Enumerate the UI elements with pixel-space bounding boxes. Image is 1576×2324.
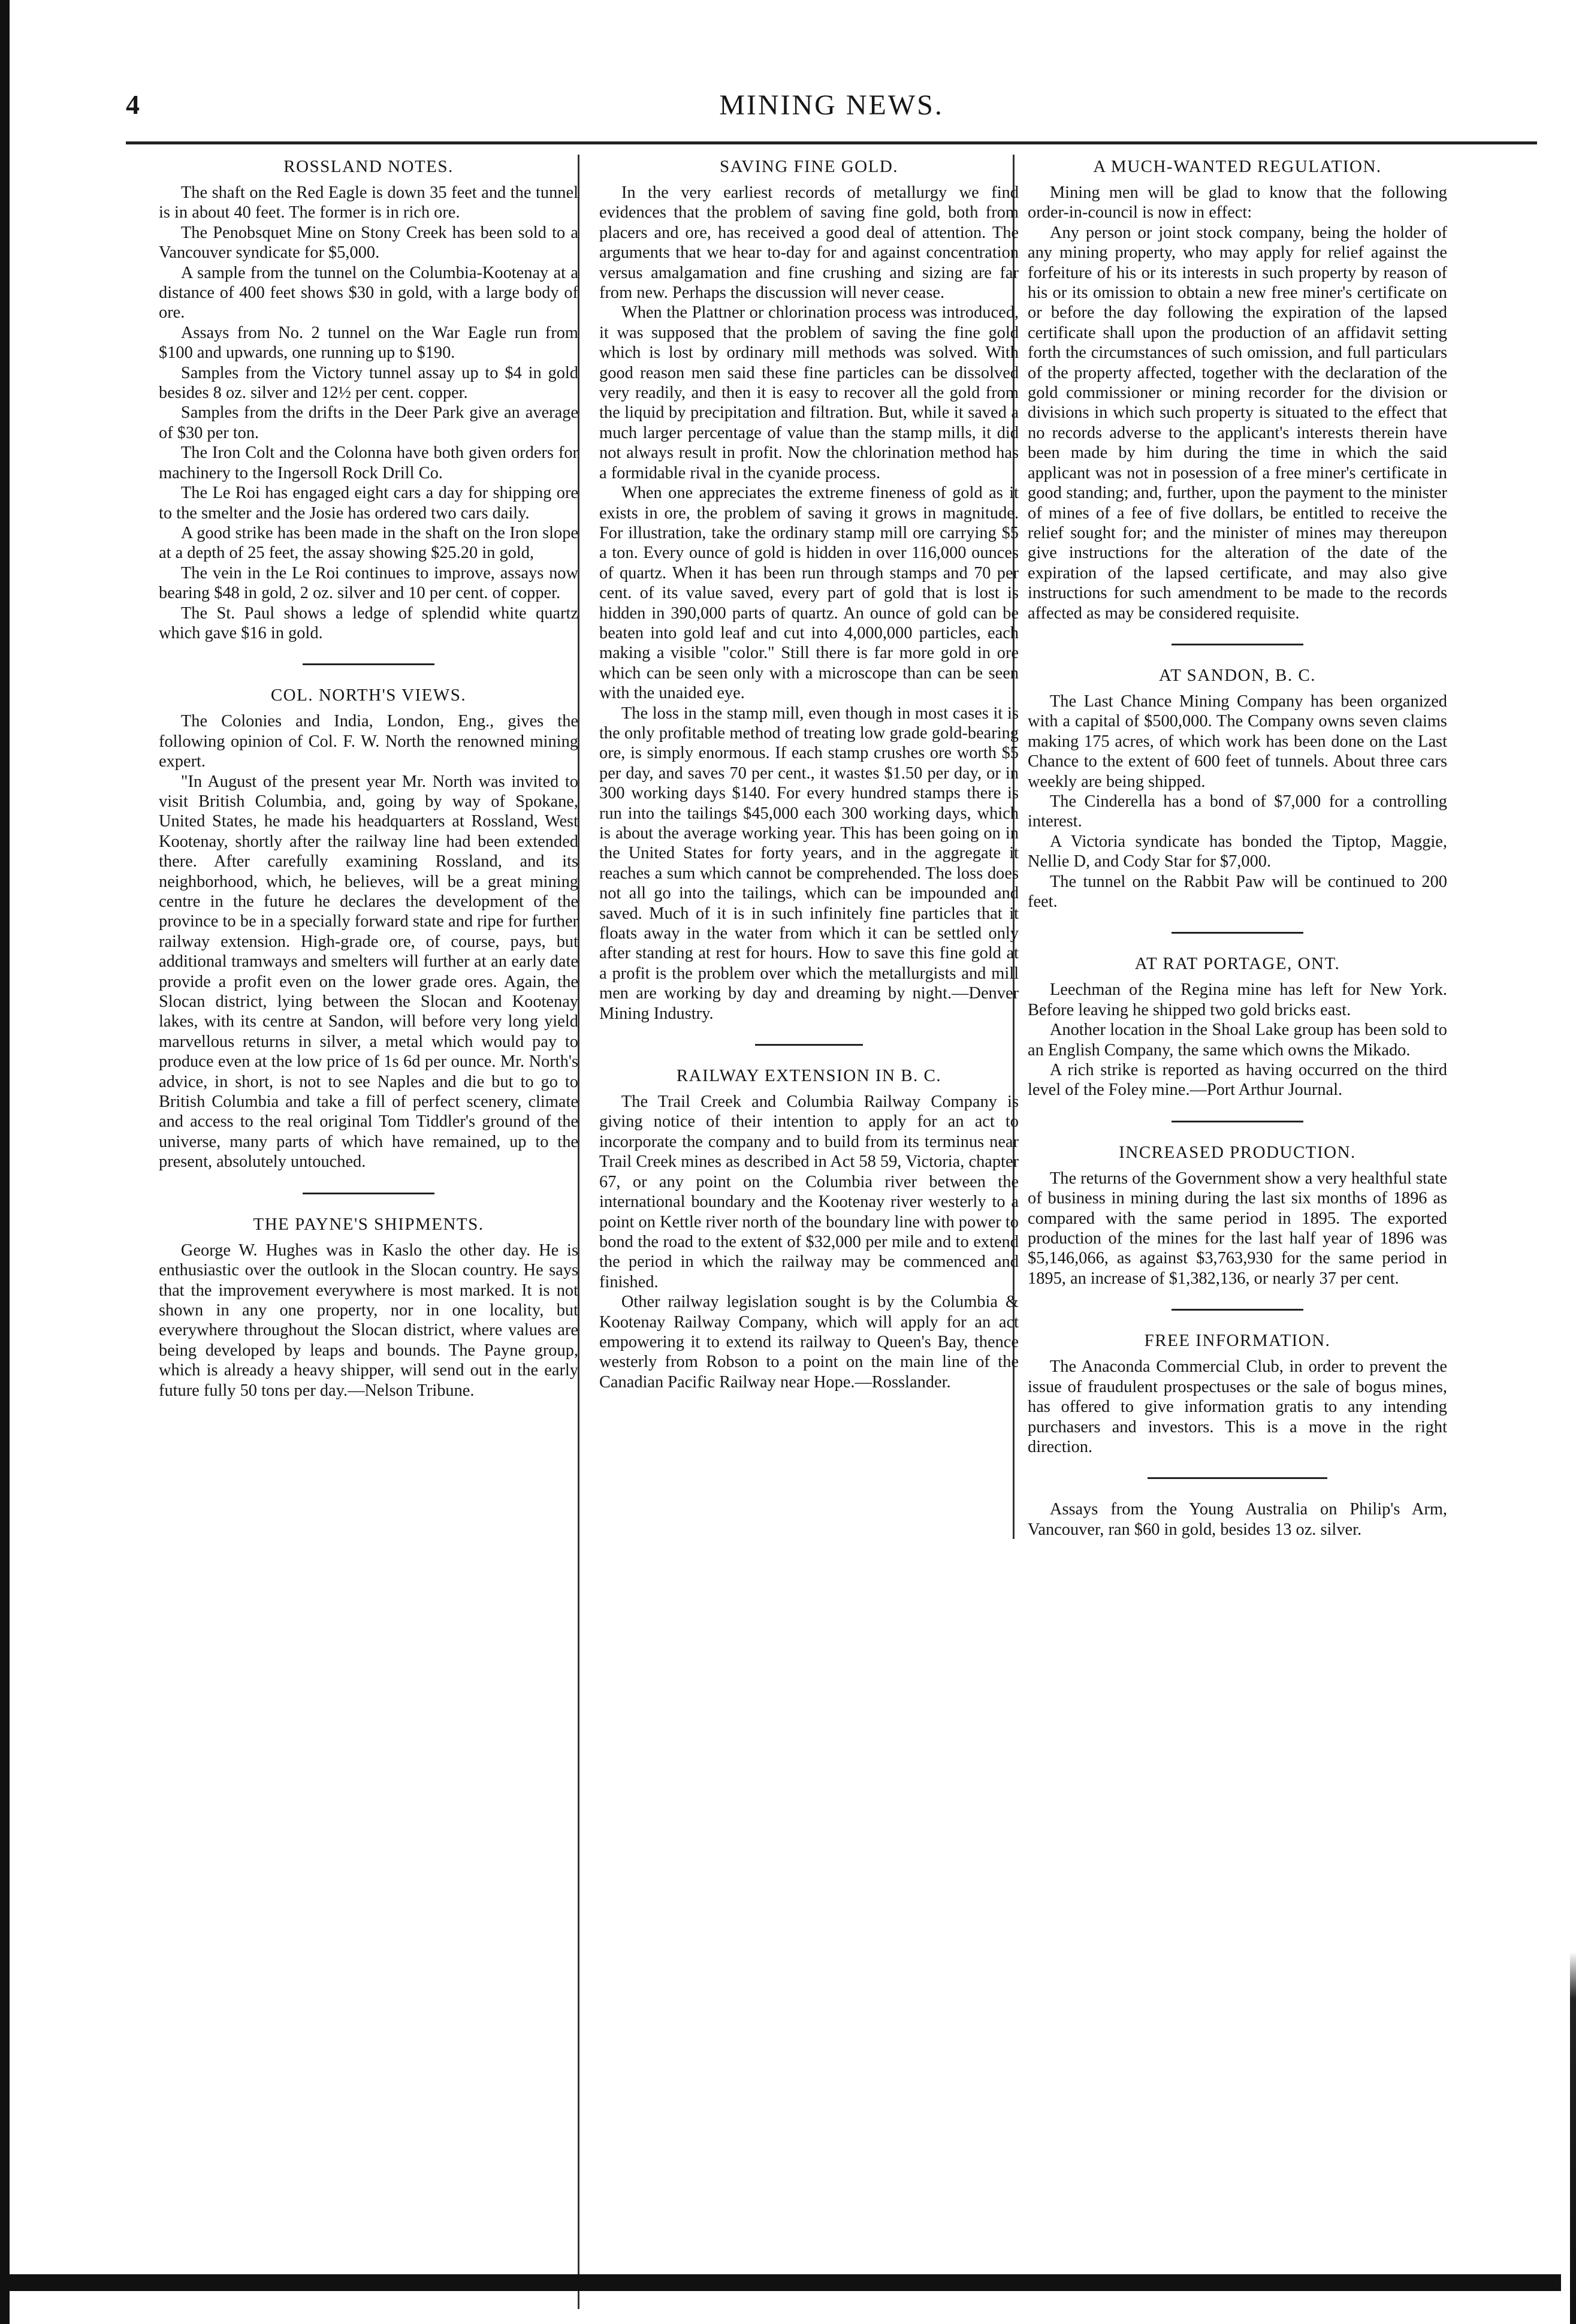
scan-right-edge [1570, 0, 1576, 2324]
article-headline: ROSSLAND NOTES. [283, 157, 454, 176]
article-headline: RAILWAY EXTENSION IN B. C. [676, 1066, 942, 1086]
page-header [126, 89, 1537, 140]
article-much-wanted-regulation [1028, 157, 1447, 623]
article-paragraph: The loss in the stamp mill, even though in most cases it is the only profitable method of treating low grade gold-bearing ore, is simply enormous. If each stamp crushes ore worth $5 per day, and saves 70 per cent., it wastes $1.50 per day, or in 300 working days $140. For every hundred stamps there is run into the tailings $45,000 each 300 working days, which is about the average working year. This has been going on in the United States for forty years, and in the aggregate it reaches a sum which cannot be comprehended. The loss does not all go into the tailings, which can be impounded and saved. Much of it is in such infinitely fine particles that it floats away in the water from which it can be settled only after standing at rest for hours. How to save this fine gold at a profit is the problem over which the metallurgists and mill men are working by day and dreaming by night.—Denver Mining Industry. [599, 704, 1019, 1023]
article-paragraph: "In August of the present year Mr. North was invited to visit British Columbia, and, going by way of Spokane, United States, he made his headquarters at Rossland, West Kootenay, shortly after the railway line had been extended there. After carefully examining Rossland, and its neighborhood, which, he believes, will be a great mining centre in the future he declares the development of the province to be in a specially forward state and ripe for further railway extension. High-grade ore, of course, pays, but additional tramways and smelters will further at an early date provide a profit even on the lower grade ores. Again, the Slocan district, lying between the Slocan and Kootenay lakes, with its centre at Sandon, will before very long yield marvellous returns in silver, a metal which would pay to produce even at the low price of 1s 6d per ounce. Mr. North's advice, in short, is not to see Naples and die but to go to British Columbia and take a fill of perfect scenery, climate and access to the real original Tom Tiddler's ground of the universe, many parts of which have remained, up to the present, absolutely untouched. [159, 772, 578, 1172]
article-paragraph: When one appreciates the extreme fineness of gold as it exists in ore, the problem of saving it grows in magnitude. For illustration, take the ordinary stamp mill ore carrying $5 a ton. Every ounce of gold is hidden in over 116,000 ounces of quartz. When it has been run through stamps and 70 per cent. of its value saved, every part of gold that is lost is hidden in 390,000 parts of quartz. An ounce of gold can be beaten into gold leaf and cut into 4,000,000 particles, each making a visible "color." Still there is far more gold in ore which can be seen only with a microscope than can be seen with the unaided eye. [599, 484, 1019, 703]
article-headline: INCREASED PRODUCTION. [1119, 1142, 1356, 1162]
article-paragraph: Leechman of the Regina mine has left for New York. Before leaving he shipped two gold bricks east. [1028, 980, 1447, 1019]
article-paragraph: When the Plattner or chlorination process was introduced, it was supposed that the problem of saving the fine gold which is lost by ordinary mill methods was solved. With good reason men said these fine particles can be dissolved very readily, and then it is easy to recover all the gold from the liquid by precipitation and filtration. But, while it saved a much larger percentage of value than the stamp mills, it did not always result in profit. Now the chlorination method has a formidable rival in the cyanide process. [599, 303, 1019, 482]
article-assays-note [1028, 1499, 1447, 1540]
article-headline: A MUCH-WANTED REGULATION. [1093, 157, 1382, 176]
header-rule [126, 141, 1537, 144]
article-paragraph: The vein in the Le Roi continues to improve, assays now bearing $48 in gold, 2 oz. silver and 10 per cent. of copper. [159, 563, 578, 603]
article-paragraph: The Iron Colt and the Colonna have both given orders for machinery to the Ingersoll Rock Drill Co. [159, 443, 578, 482]
column-middle [599, 157, 1019, 1398]
article-headline: FREE INFORMATION. [1144, 1331, 1331, 1351]
article-paragraph: The shaft on the Red Eagle is down 35 feet and the tunnel is in about 40 feet. The former is in rich ore. [159, 183, 578, 222]
article-paragraph: A rich strike is reported as having occurred on the third level of the Foley mine.—Port Arthur Journal. [1028, 1061, 1447, 1100]
section-rule [1172, 644, 1303, 645]
article-col-norths-views [159, 686, 578, 1172]
article-paynes-shipments [159, 1215, 578, 1401]
article-paragraph: Other railway legislation sought is by the Columbia & Kootenay Railway Company, which will apply for an act empowering it to extend its railway to Queen's Bay, thence westerly from Robson to a point on the main line of the Canadian Pacific Railway near Hope.—Rosslander. [599, 1293, 1019, 1392]
article-rossland-notes [159, 157, 578, 643]
section-rule [303, 663, 434, 665]
article-at-sandon [1028, 666, 1447, 912]
article-paragraph: Samples from the drifts in the Deer Park give an average of $30 per ton. [159, 403, 578, 442]
section-rule [1172, 1121, 1303, 1122]
article-headline: AT SANDON, B. C. [1159, 665, 1316, 685]
page-number: 4 [126, 89, 140, 120]
article-paragraph: The returns of the Government show a very healthful state of business in mining during the last six months of 1896 as compared with the same period in 1895. The exported production of the mines for the last half year of 1896 was $5,146,066, as against $3,763,930 for the same period in 1895, an increase of $1,382,136, or nearly 37 per cent. [1028, 1169, 1447, 1288]
article-paragraph: The Colonies and India, London, Eng., gives the following opinion of Col. F. W. North the renowned mining expert. [159, 712, 578, 771]
article-paragraph: George W. Hughes was in Kaslo the other day. He is enthusiastic over the outlook in the Slocan country. He says that the improvement everywhere is most marked. It is not shown in any one property, nor in one locality, but everywhere throughout the Slocan district, where values are being developed by leaps and bounds. The Payne group, which is already a heavy shipper, will send out in the early future fully 50 tons per day.—Nelson Tribune. [159, 1241, 578, 1400]
article-railway-extension [599, 1066, 1019, 1392]
section-rule [303, 1193, 434, 1194]
article-paragraph: Another location in the Shoal Lake group has been sold to an English Company, the same which owns the Mikado. [1028, 1021, 1447, 1060]
section-rule [1172, 932, 1303, 934]
article-paragraph: The St. Paul shows a ledge of splendid white quartz which gave $16 in gold. [159, 603, 578, 642]
article-headline: SAVING FINE GOLD. [719, 157, 899, 176]
article-paragraph: A sample from the tunnel on the Columbia-Kootenay at a distance of 400 feet shows $30 in gold, with a large body of ore. [159, 263, 578, 322]
column-right [1028, 157, 1447, 1546]
article-paragraph: A good strike has been made in the shaft on the Iron slope at a depth of 25 feet, the assay showing $25.20 in gold, [159, 523, 578, 563]
article-headline: COL. NORTH'S VIEWS. [270, 686, 467, 705]
article-paragraph: Any person or joint stock company, being the holder of any mining property, who may apply for relief against the forfeiture of his or its interests in such property by reason of his or its omission to obtain a new free miner's certificate on or before the day following the expiration of the lapsed certificate shall upon the production of an affidavit setting forth the circumstances of such omission, and full particulars of the property affected, together with the declaration of the gold commissioner or mining recorder for the division or divisions in which such property is situated to the effect that no records adverse to the applicant's interests therein have been made by him during the time in which the said applicant was not in posession of a free miner's certificate in good standing; and, further, upon the payment to the minister of mines of a fee of five dollars, be entitled to receive the relief sought for; and the minister of mines may thereupon give instructions for the alteration of the date of the expiration of the lapsed certificate, and may also give instructions for such amendment to be made to the records affected as may be considered requisite. [1028, 223, 1447, 623]
article-paragraph: In the very earliest records of metallurgy we find evidences that the problem of saving fine gold, both from placers and ore, has received a good deal of attention. The arguments that we hear to-day for and against concentration versus amalgamation and fine crushing and sizing are far from new. Perhaps the discussion will never cease. [599, 183, 1019, 303]
section-rule [1172, 1309, 1303, 1311]
article-paragraph: The Le Roi has engaged eight cars a day for shipping ore to the smelter and the Josie has ordered two cars daily. [159, 484, 578, 523]
article-paragraph: The Anaconda Commercial Club, in order to prevent the issue of fraudulent prospectuses or the sale of bogus mines, has offered to give information gratis to any intending purchasers and investors. This is a move in the right direction. [1028, 1357, 1447, 1456]
article-paragraph: The Cinderella has a bond of $7,000 for a controlling interest. [1028, 792, 1447, 831]
article-at-rat-portage [1028, 954, 1447, 1100]
article-paragraph: Assays from No. 2 tunnel on the War Eagle run from $100 and upwards, one running up to $190. [159, 323, 578, 363]
article-increased-production [1028, 1143, 1447, 1288]
article-headline: THE PAYNE'S SHIPMENTS. [253, 1214, 484, 1234]
article-free-information [1028, 1331, 1447, 1457]
article-paragraph: The tunnel on the Rabbit Paw will be continued to 200 feet. [1028, 872, 1447, 911]
page-bottom-rule [6, 2274, 1561, 2291]
article-paragraph: Samples from the Victory tunnel assay up to $4 in gold besides 8 oz. silver and 12½ per cent. copper. [159, 363, 578, 403]
article-headline: AT RAT PORTAGE, ONT. [1134, 954, 1340, 974]
column-left [159, 157, 578, 1407]
article-paragraph: The Penobsquet Mine on Stony Creek has been sold to a Vancouver syndicate for $5,000. [159, 223, 578, 262]
article-saving-fine-gold [599, 157, 1019, 1024]
article-paragraph: The Last Chance Mining Company has been organized with a capital of $500,000. The Company owns seven claims making 175 acres, of which work has been done on the Last Chance to the extent of 600 feet of tunnels. About three cars weekly are being shipped. [1028, 692, 1447, 791]
section-rule [1148, 1477, 1327, 1479]
article-paragraph: Assays from the Young Australia on Philip's Arm, Vancouver, ran $60 in gold, besides 13 oz. silver. [1028, 1500, 1447, 1539]
section-rule [755, 1044, 863, 1046]
article-paragraph: The Trail Creek and Columbia Railway Company is giving notice of their intention to apply for an act to incorporate the company and to build from its terminus near Trail Creek mines as described in Act 58 59, Victoria, chapter 67, or any point on the Columbia river between the international boundary and the Kootenay river westerly to a point on Kettle river north of the boundary line with power to bond the road to the extent of $32,000 per mile and to extend the period in which the railway may be commenced and finished. [599, 1092, 1019, 1291]
article-paragraph: A Victoria syndicate has bonded the Tiptop, Maggie, Nellie D, and Cody Star for $7,000. [1028, 832, 1447, 871]
scan-left-edge [0, 0, 10, 2324]
running-head: MINING NEWS. [719, 89, 944, 121]
article-paragraph: Mining men will be glad to know that the following order-in-council is now in effect: [1028, 183, 1447, 222]
